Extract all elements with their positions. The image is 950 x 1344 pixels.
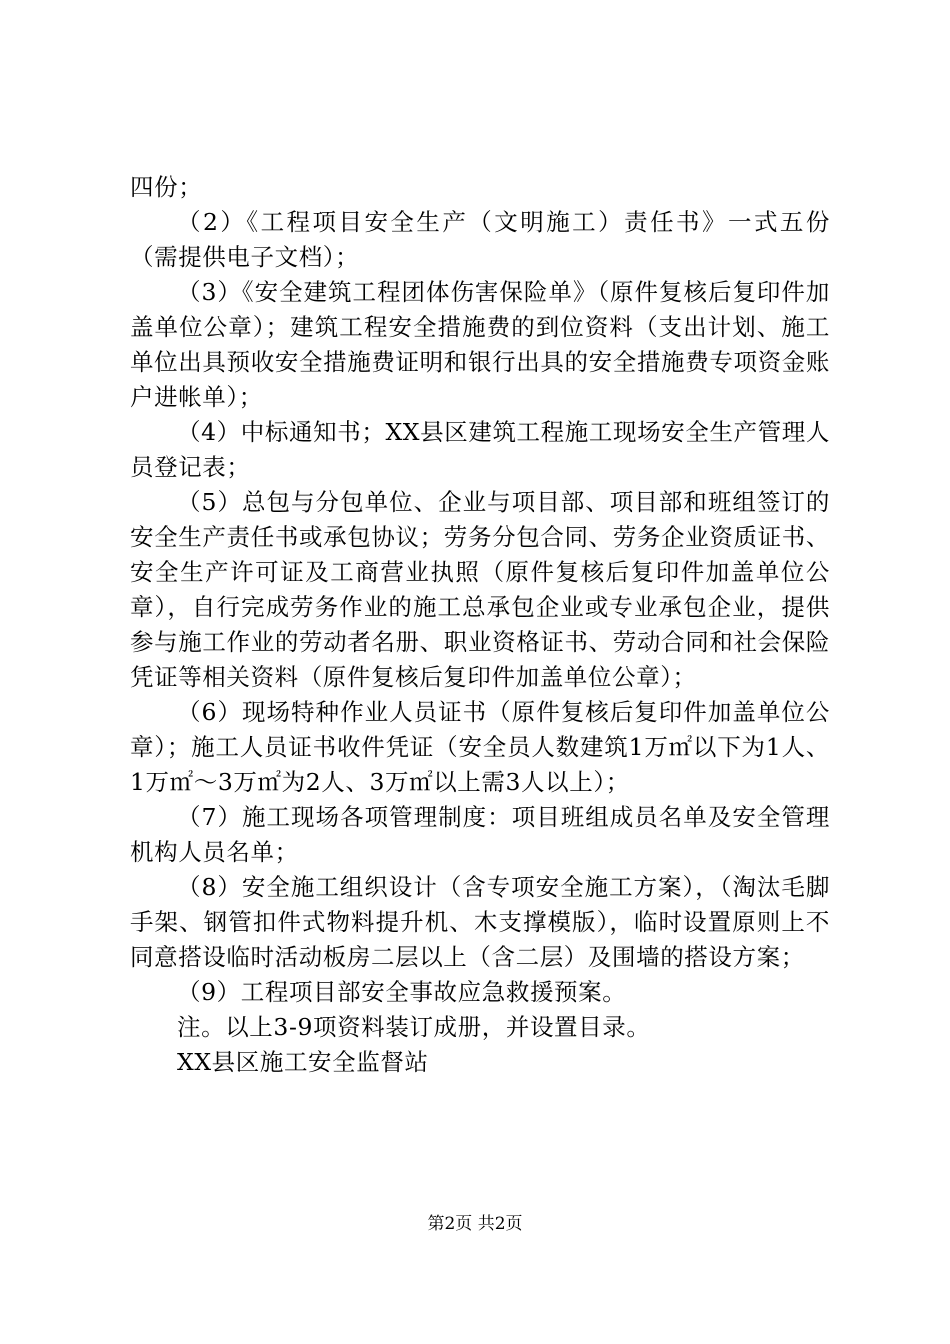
signature-organization: XX县区施工安全监督站 bbox=[177, 1048, 429, 1076]
paragraph-item-7: （7）施工现场各项管理制度：项目班组成员名单及安全管理机构人员名单； bbox=[130, 803, 830, 866]
paragraph-item-6: （6）现场特种作业人员证书（原件复核后复印件加盖单位公章）；施工人员证书收件凭证（安全员人数建筑1万㎡以下为1人、1万㎡～3万㎡为2人、3万㎡以上需3人以上）； bbox=[130, 698, 830, 796]
paragraph-item-9: （9）工程项目部安全事故应急救援预案。 bbox=[177, 978, 627, 1006]
paragraph-item-8: （8）安全施工组织设计（含专项安全施工方案），（淘汰毛脚手架、钢管扣件式物料提升机、木支撑模版），临时设置原则上不同意搭设临时活动板房二层以上（含二层）及围墙的搭设方案； bbox=[130, 873, 830, 971]
paragraph-continuation: 四份； bbox=[130, 173, 203, 201]
paragraph-item-5: （5）总包与分包单位、企业与项目部、项目部和班组签订的安全生产责任书或承包协议；劳务分包合同、劳务企业资质证书、安全生产许可证及工商营业执照（原件复核后复印件加盖单位公章），自行完成劳务作业的施工总承包企业或专业承包企业，提供参与施工作业的劳动者名册、职业资格证书、劳动合同和社会保险凭证等相关资料（原件复核后复印件加盖单位公章）； bbox=[130, 488, 830, 691]
paragraph-item-4: （4）中标通知书；XX县区建筑工程施工现场安全生产管理人员登记表； bbox=[130, 418, 830, 481]
document-body bbox=[130, 170, 830, 1080]
paragraph-note: 注。以上3-9项资料装订成册，并设置目录。 bbox=[177, 1013, 651, 1041]
paragraph-item-3: （3）《安全建筑工程团体伤害保险单》（原件复核后复印件加盖单位公章）；建筑工程安全措施费的到位资料（支出计划、施工单位出具预收安全措施费证明和银行出具的安全措施费专项资金账户进帐单）； bbox=[130, 278, 830, 411]
page-number-footer: 第2页 共2页 bbox=[427, 1214, 523, 1234]
paragraph-item-2: （2）《工程项目安全生产（文明施工）责任书》一式五份（需提供电子文档）； bbox=[130, 208, 830, 271]
